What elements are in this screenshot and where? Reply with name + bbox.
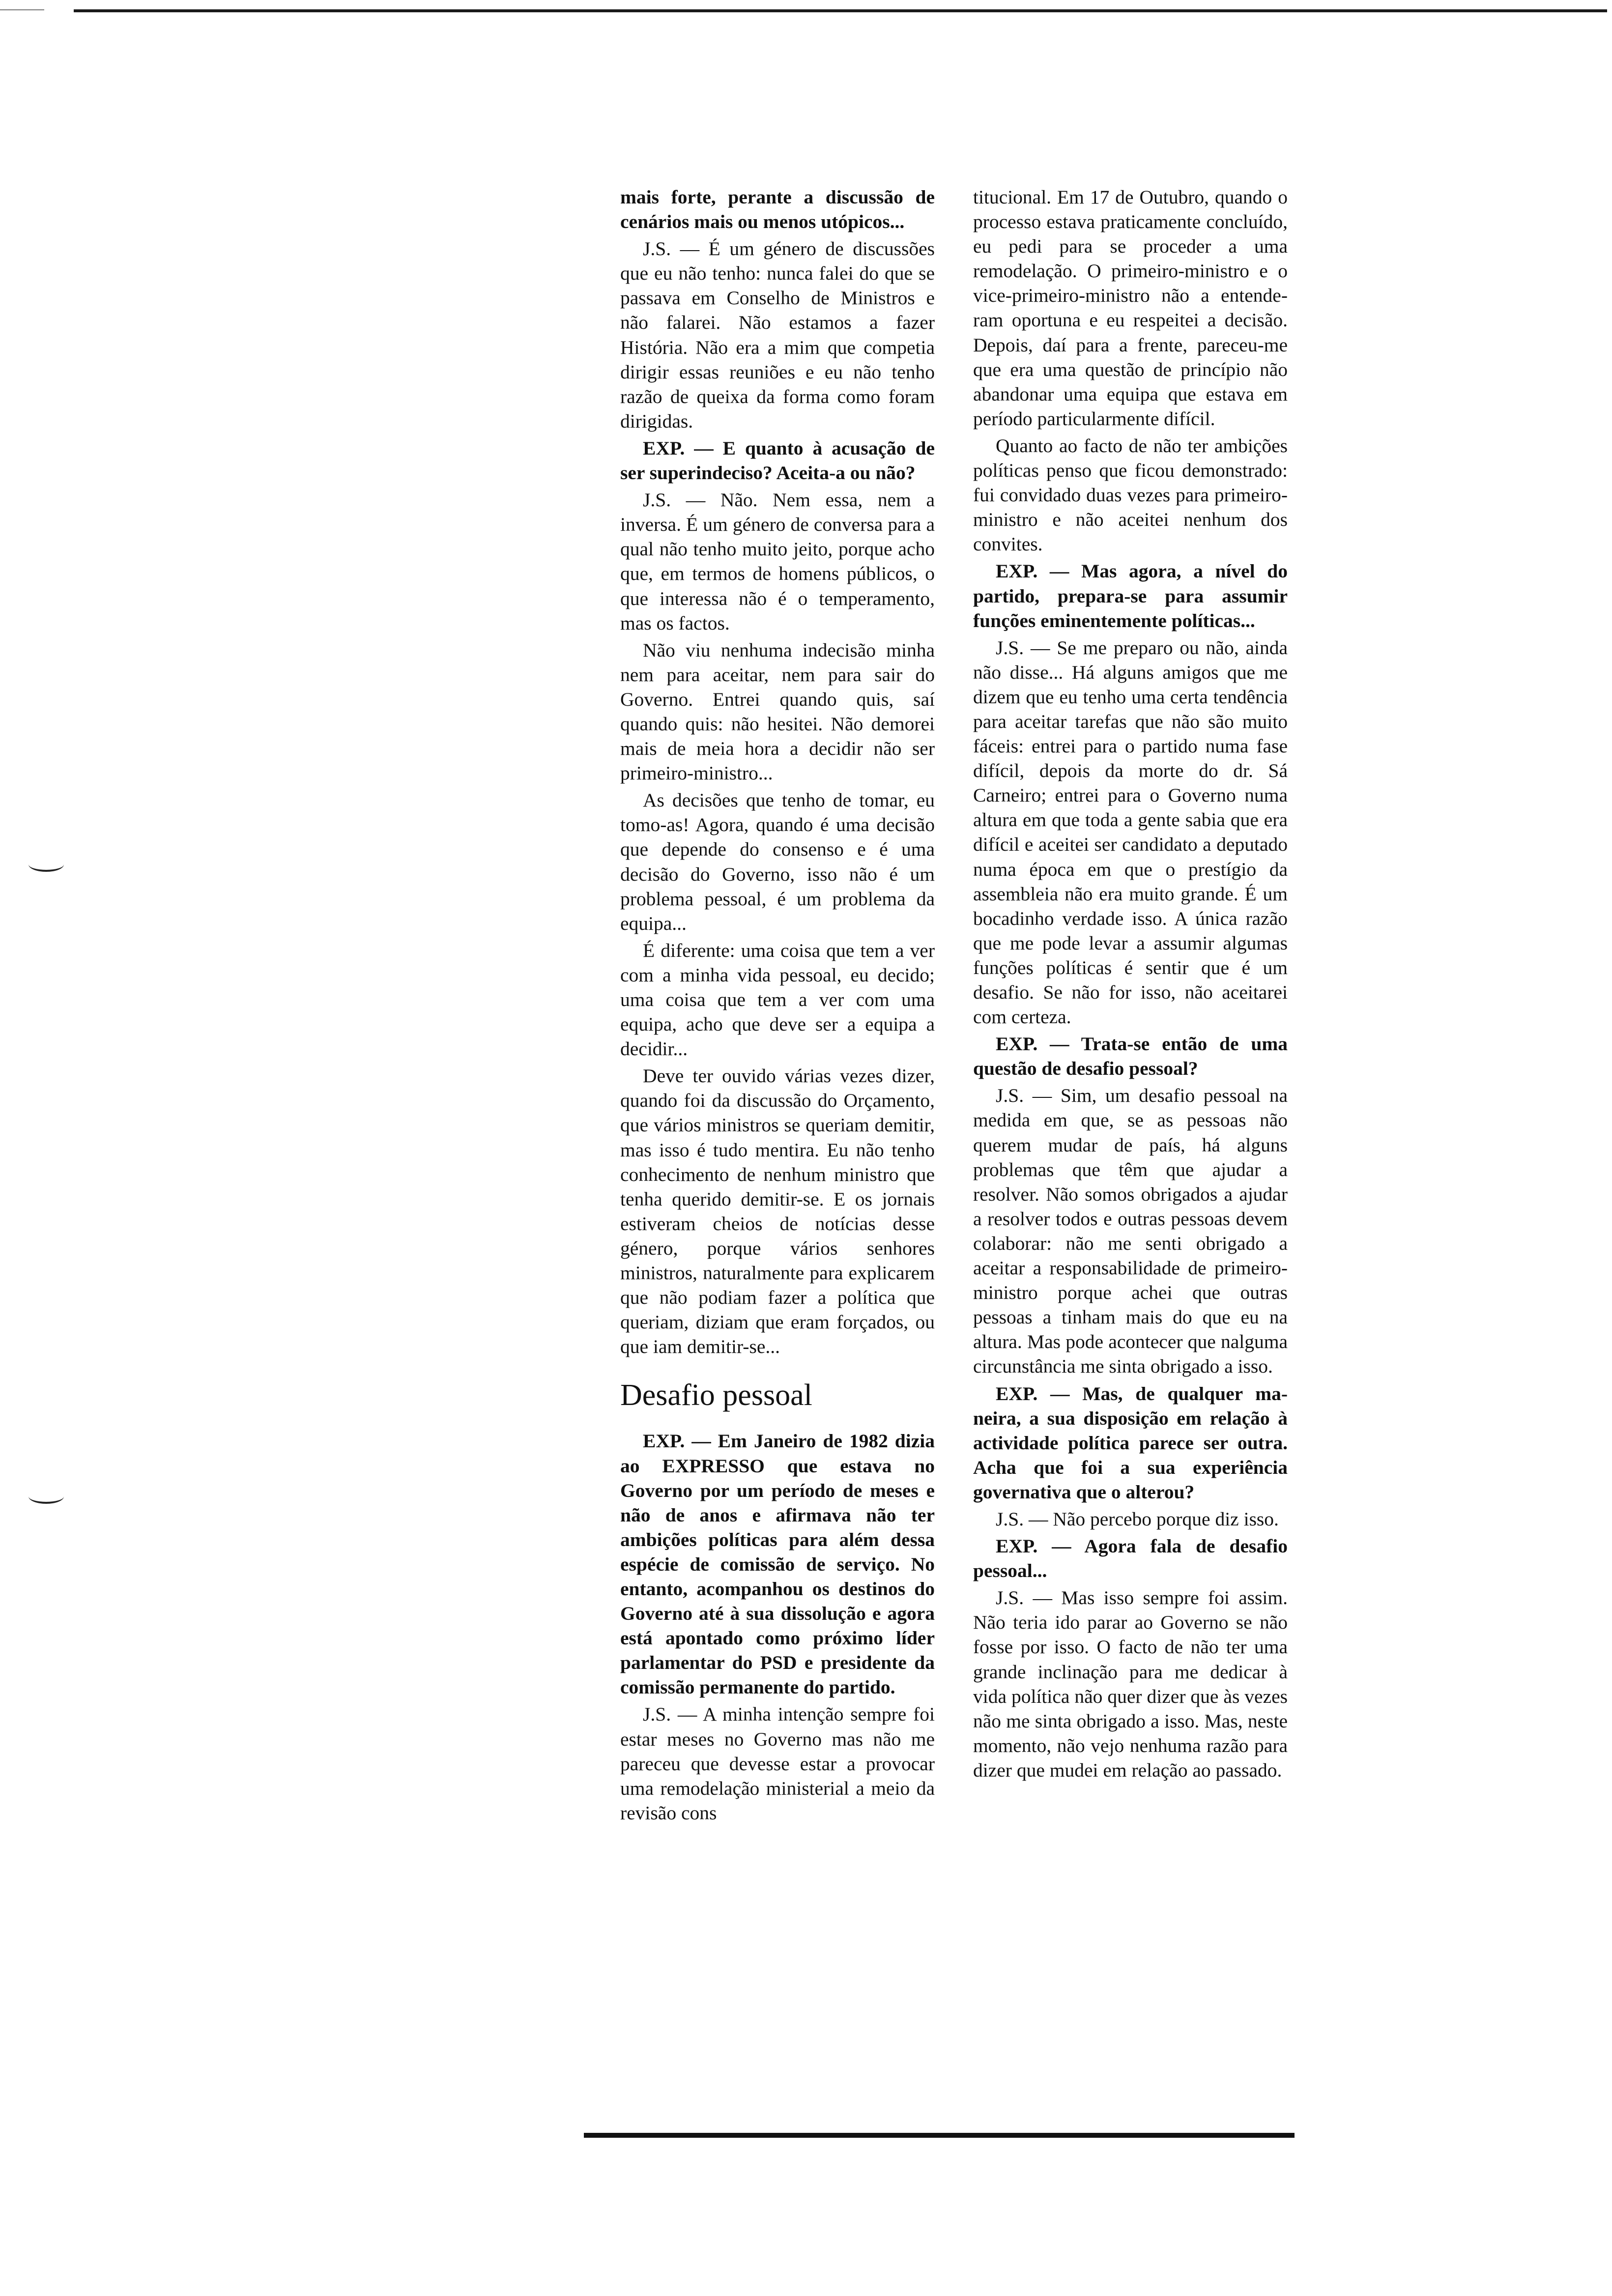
interview-answer: J.S. — Não. Nem essa, nem a inversa. É um género de conversa para a qual não tenho muito jeito, porque acho que, em termos de homens públicos, o que interessa não é o temperamento, mas os factos. [620,489,935,634]
interview-question: EXP. — Mas agora, a nível do partido, prepara-se para assumir funções eminentemente políticas... [973,560,1288,631]
top-rule-fragment [0,9,44,10]
interview-answer: J.S. — Mas isso sempre foi assim. Não teria ido parar ao Governo se não fosse por isso. O facto de não ter uma grande inclinação para me dedicar à vida política não quer dizer que às vezes não me sinta obrigado a isso. Mas, neste momento, não vejo nenhuma razão para dizer que mudei em relação ao passado. [973,1587,1288,1781]
interview-answer: J.S. — Sim, um desafio pessoal na medida em que, se as pessoas não querem mudar de país, há alguns problemas que têm que ajudar a resolver. Não somos obrigados a ajudar a resolver todos e outras pessoas devem colaborar: não me senti obrigado a aceitar a responsabilidade de primeiro-ministro porque achei que outras pessoas a tinham mais do que eu na altura. Mas pode acontecer que nalguma circunstância me sinta obrigado a isso. [973,1085,1288,1378]
interview-question: EXP. — Trata-se então de uma questão de desafio pessoal? [973,1033,1288,1080]
interview-answer: J.S. — Não percebo porque diz isso. [996,1508,1279,1530]
article-column-left [620,185,935,1825]
interview-answer: J.S. — É um género de discussões que eu não tenho: nunca falei do que se passava em Conselho de Ministros e não falarei. Não estamos a fazer História. Não era a mim que competia dirigir essas reuniões e eu não tenho razão de queixa da forma como foram dirigidas. [620,238,935,432]
article-column-right [973,185,1288,1782]
punch-hole-mark [29,1489,64,1504]
interview-answer: titucional. Em 17 de Outubro, quando o processo estava praticamente concluído, eu pedi para se proceder a uma remodelação. O primeiro-ministro e o vice-primeiro-ministro não a entenderam oportuna e eu respeitei a decisão. Depois, daí para a frente, pareceu-me que era uma questão de princípio não abandonar uma equipa que estava em período particularmente difícil. [973,186,1288,430]
interview-question: EXP. — Mas, de qualquer maneira, a sua disposição em relação à actividade política parece ser outra. Acha que foi a sua experiência governativa que o alterou? [973,1382,1288,1503]
interview-answer: Quanto ao facto de não ter ambições políticas penso que ficou demonstrado: fui convidado duas vezes para primeiro-ministro e não aceitei nenhum dos convites. [973,434,1288,555]
bottom-rule [584,2133,1295,2138]
interview-answer: J.S. — Se me preparo ou não, ainda não disse... Há alguns amigos que me dizem que eu tenho uma certa tendência para aceitar tarefas que não são muito fáceis: entrei para o partido numa fase difícil, depois da morte do dr. Sá Carneiro; entrei para o Governo numa altura em que toda a gente sabia que era difícil e aceitei ser candidato a deputado numa época em que o prestígio da assembleia não era muito grande. É um bocadinho verdade isso. A única razão que me pode levar a assumir algumas funções políticas é sentir que é um desafio. Se não for isso, não aceitarei com certeza. [973,636,1288,1028]
interview-question: EXP. — Em Janeiro de 1982 dizia ao EXPRESSO que estava no Governo por um período de meses e não de anos e afirmava não ter ambições políticas para além dessa espécie de comissão de serviço. No entanto, acompanhou os destinos do Governo até à sua dissolução e agora está apontado como próximo líder parlamentar do PSD e presidente da comissão permanente do partido. [620,1430,935,1698]
interview-answer: As decisões que tenho de tomar, eu tomo-as! Agora, quando é uma decisão que depende do consenso e é uma decisão do Governo, isso não é um problema pessoal, é um problema da equipa... [620,789,935,934]
interview-answer: É diferente: uma coisa que tem a ver com a minha vida pessoal, eu decido; uma coisa que tem a ver com uma equipa, acho que deve ser a equipa a decidir... [620,939,935,1060]
punch-hole-mark [29,857,64,872]
interview-question: mais forte, perante a discussão de cenários mais ou menos utópicos... [620,186,935,233]
top-rule [74,9,1607,12]
interview-answer: Não viu nenhuma indecisão minha nem para aceitar, nem para sair do Governo. Entrei quando quis, saí quando quis: não hesitei. Não demorei mais de meia hora a decidir não ser primeiro-ministro... [620,639,935,784]
interview-answer: J.S. — A minha intenção sempre foi estar meses no Governo mas não me pareceu que devesse estar a provocar uma remodelação ministerial a meio da revisão cons [620,1703,935,1824]
interview-question: EXP. — E quanto à acusação de ser superindeciso? Aceita-a ou não? [620,437,935,484]
section-heading: Desafio pessoal [620,1378,812,1412]
interview-answer: Deve ter ouvido várias vezes dizer, quando foi da discussão do Orçamento, que vários ministros se queriam demitir, mas isso é tudo mentira. Eu não tenho conhecimento de nenhum ministro que tenha querido demitir-se. E os jornais estiveram cheios de notícias desse género, porque vários senhores ministros, naturalmente para explicarem que não podiam fazer a política que queriam, diziam que eram forçados, ou que iam demitir-se... [620,1065,935,1358]
interview-question: EXP. — Agora fala de desafio pessoal... [973,1535,1288,1582]
